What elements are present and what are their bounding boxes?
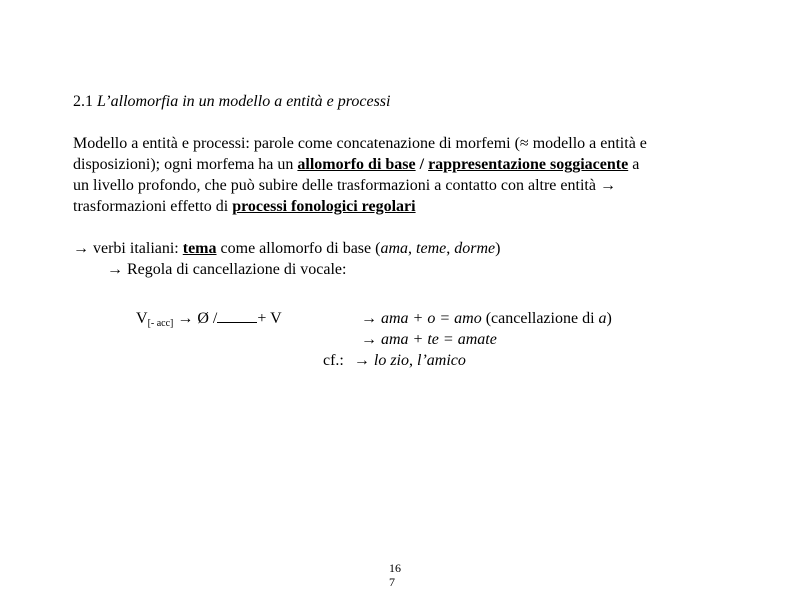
example-lamico: l’amico [417,352,466,369]
page-number-line-2: 7 [389,575,395,589]
arrow: → [353,352,374,369]
verbs-text: → verbi italiani: [73,240,183,257]
example-ama: ama [380,240,409,257]
rule-formula [136,308,282,334]
paragraph-line-3 [73,175,616,196]
paragraph-line-1 [73,133,647,154]
example-vowel: a [598,310,607,327]
example-amate: ama + te = amate [381,331,497,348]
paragraph-line-2 [73,154,639,175]
paragraph-text: disposizioni); ogni morfema ha un [73,156,298,173]
section-number: 2.1 [73,93,93,110]
page-number-line-1: 16 [389,561,401,575]
verbs-line-1 [73,238,500,259]
separator: , [408,240,417,257]
paragraph-text: Modello a entità e processi: parole come concatenazione di morfemi (≈ modello a entità e [73,135,647,152]
separator: , [409,352,417,369]
paragraph-text: un livello profondo, che può subire delle trasformazioni a contatto con altre entità → [73,177,616,194]
rule-arrow: → Ø / [173,310,218,327]
term-allomorfo: allomorfo di base [297,156,416,173]
example-lo-zio: lo zio [373,352,409,369]
separator: , [446,240,455,257]
closing-paren: ) [495,240,501,257]
arrow: → [361,331,381,348]
section-heading [73,91,390,112]
example-line-2 [361,329,497,350]
rule-v: V [136,310,148,327]
term-tema: tema [182,240,217,257]
rule-subscript: [- acc] [147,318,174,329]
example-note: (cancellazione di [481,310,599,327]
page-number [389,561,401,589]
term-rappresentazione: rappresentazione soggiacente [428,156,629,173]
closing-paren: ) [606,310,612,327]
verbs-line-2 [107,259,346,280]
rule-end: + V [257,310,282,327]
paragraph-text: / [415,156,429,173]
rule-intro: → Regola di cancellazione di vocale: [107,261,347,278]
arrow: → [361,310,381,327]
paragraph-text: a [628,156,640,173]
example-line-3 [323,350,466,371]
paragraph-line-4 [73,196,416,217]
paragraph-text: trasformazioni effetto di [73,198,233,215]
verbs-text: come allomorfo di base ( [216,240,381,257]
example-line-1 [361,308,612,329]
example-dorme: dorme [454,240,496,257]
cf-label: cf.: [323,352,344,369]
rule-blank [217,310,257,323]
section-title: L’allomorfia in un modello a entità e processi [97,93,391,110]
example-amo: ama + o = amo [381,310,482,327]
term-processi: processi fonologici regolari [232,198,416,215]
example-teme: teme [416,240,447,257]
